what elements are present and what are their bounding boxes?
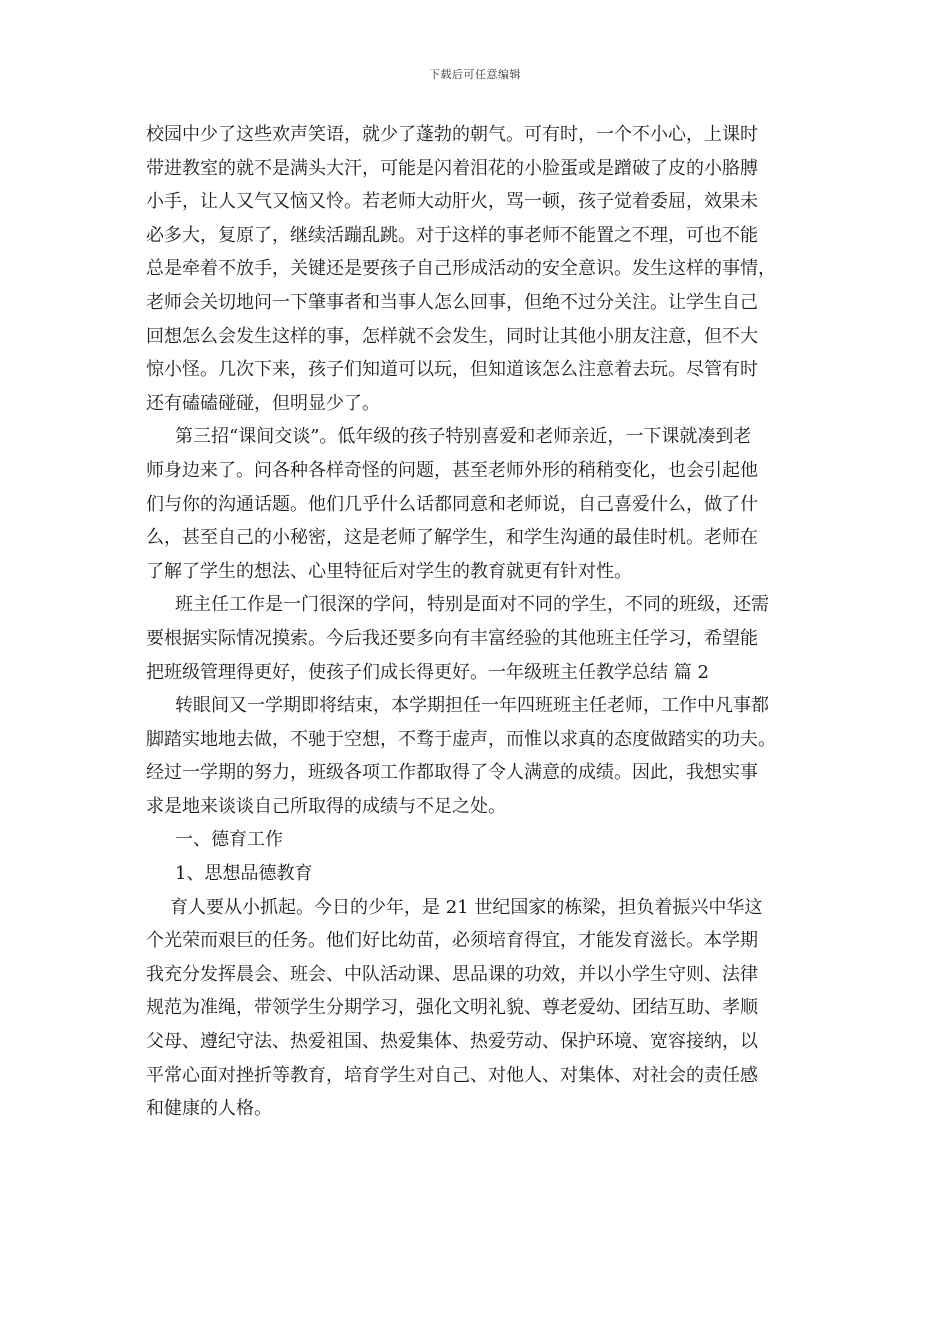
text-line: 要根据实际情况摸索。今后我还要多向有丰富经验的其他班主任学习，希望能	[146, 627, 758, 649]
document-body	[146, 118, 818, 1126]
text-line: 规范为准绳，带领学生分期学习，强化文明礼貌、尊老爱幼、团结互助、孝顺	[146, 997, 758, 1019]
text-line: 么，甚至自己的小秘密，这是老师了解学生，和学生沟通的最佳时机。老师在	[146, 527, 758, 549]
subsection-heading: 1、思想品德教育	[175, 863, 313, 885]
text-line: 必多大，复原了，继续活蹦乱跳。对于这样的事老师不能置之不理，可也不能	[146, 224, 758, 246]
text-line: 师身边来了。问各种各样奇怪的问题，甚至老师外形的稍稍变化，也会引起他	[146, 459, 758, 481]
text-line: 惊小怪。几次下来，孩子们知道可以玩，但知道该怎么注意着去玩。尽管有时	[146, 359, 758, 381]
text-line: 求是地来谈谈自己所取得的成绩与不足之处。	[146, 795, 506, 817]
section-heading: 一、德育工作	[175, 829, 283, 851]
text-line: 把班级管理得更好，使孩子们成长得更好。一年级班主任教学总结 篇 2	[146, 661, 709, 683]
text-line: 们与你的沟通话题。他们几乎什么话都同意和老师说，自己喜爱什么，做了什	[146, 493, 758, 515]
text-line: 老师会关切地问一下肇事者和当事人怎么回事，但绝不过分关注。让学生自己	[146, 291, 758, 313]
page-header: 下载后可任意编辑	[429, 68, 521, 81]
text-line: 转眼间又一学期即将结束，本学期担任一年四班班主任老师，工作中凡事都	[175, 695, 769, 717]
text-line: 第三招“课间交谈”。低年级的孩子特别喜爱和老师亲近，一下课就凑到老	[175, 426, 752, 448]
text-line: 个光荣而艰巨的任务。他们好比幼苗，必须培育得宜，才能发育滋长。本学期	[146, 930, 758, 952]
text-line: 小手，让人又气又恼又怜。若老师大动肝火，骂一顿，孩子觉着委屈，效果未	[146, 191, 758, 213]
text-line: 还有磕磕碰碰，但明显少了。	[146, 392, 380, 414]
text-line: 经过一学期的努力，班级各项工作都取得了令人满意的成绩。因此，我想实事	[146, 762, 758, 784]
text-line: 育人要从小抓起。今日的少年，是 21 世纪国家的栋梁，担负着振兴中华这	[170, 896, 763, 918]
text-line: 我充分发挥晨会、班会、中队活动课、思品课的功效，并以小学生守则、法律	[146, 963, 758, 985]
text-line: 脚踏实地地去做，不驰于空想，不骛于虚声，而惟以求真的态度做踏实的功夫。	[146, 728, 776, 750]
text-line: 和健康的人格。	[146, 1098, 272, 1120]
text-line: 校园中少了这些欢声笑语，就少了蓬勃的朝气。可有时，一个不小心，上课时	[146, 124, 758, 145]
text-line: 带进教室的就不是满头大汗，可能是闪着泪花的小脸蛋或是蹭破了皮的小胳膊	[146, 157, 758, 179]
text-line: 班主任工作是一门很深的学问，特别是面对不同的学生，不同的班级，还需	[175, 594, 769, 616]
text-line: 平常心面对挫折等教育，培育学生对自己、对他人、对集体、对社会的责任感	[146, 1064, 758, 1086]
text-line: 回想怎么会发生这样的事，怎样就不会发生，同时让其他小朋友注意，但不大	[146, 325, 758, 347]
text-line: 了解了学生的想法、心里特征后对学生的教育就更有针对性。	[146, 560, 632, 582]
text-line: 总是牵着不放手，关键还是要孩子自己形成活动的安全意识。发生这样的事情，	[146, 258, 776, 280]
text-line: 父母、遵纪守法、热爱祖国、热爱集体、热爱劳动、保护环境、宽容接纳，以	[146, 1031, 758, 1053]
